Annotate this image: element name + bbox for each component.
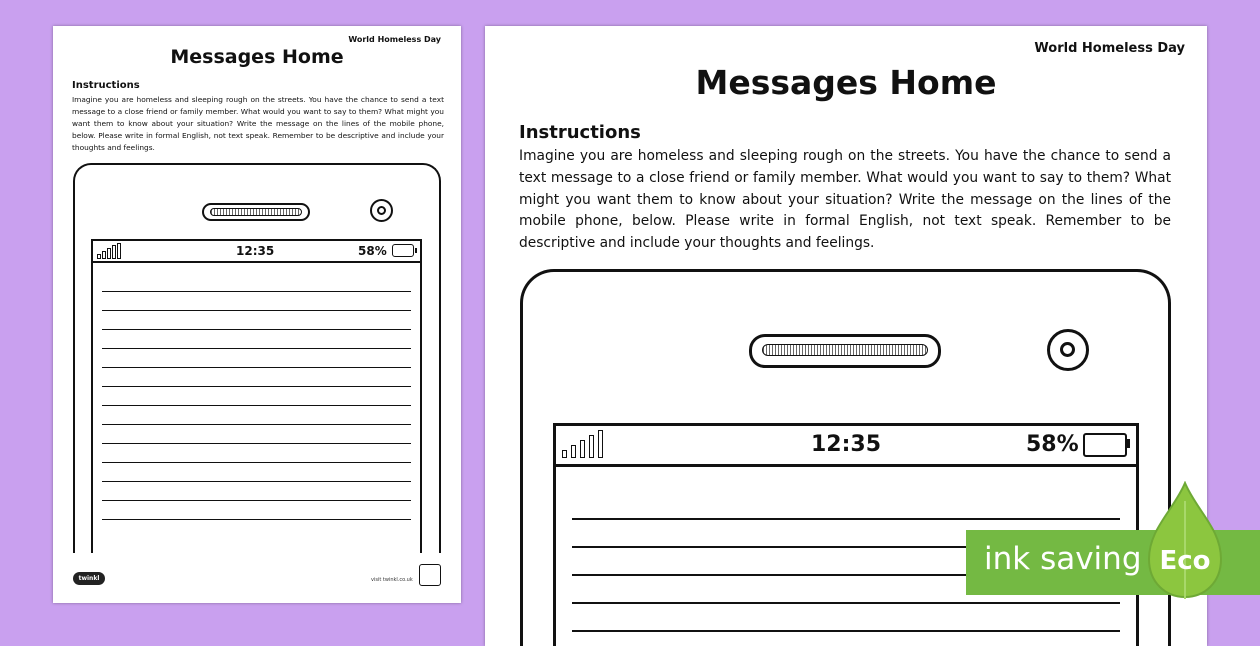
worksheet-preview-small[interactable]: [53, 26, 461, 603]
footer-badge-icon: [419, 564, 441, 586]
sheet-header: World Homeless Day: [1034, 41, 1185, 56]
eco-leaf-icon: [1147, 481, 1223, 601]
instructions-text: Imagine you are homeless and sleeping rough on the streets. You have the chance to send a text message to a close friend or family member. What would you want to say to them? What might you want them to know about your situation? Write the message on the lines of the mobile phone, below. Please write in formal English, not text speak. Remember to be descriptive and include your thoughts and feelings.: [72, 95, 444, 152]
phone-status-bar: [556, 426, 1136, 467]
instructions-heading: Instructions: [519, 122, 641, 143]
battery-icon: [392, 244, 414, 257]
phone-speaker: [202, 203, 310, 221]
signal-icon: [97, 245, 121, 259]
phone-time: 12:35: [236, 244, 275, 258]
phone-camera-icon: [370, 199, 393, 222]
phone-status-bar: [93, 241, 420, 263]
twinkl-logo: twinkl: [73, 572, 105, 585]
battery-percent: 58%: [358, 244, 387, 258]
phone-time: 12:35: [811, 432, 882, 457]
battery-icon: [1083, 433, 1127, 457]
eco-leaf-text: Eco: [1159, 546, 1211, 576]
signal-icon: [562, 432, 608, 458]
instructions-text: Imagine you are homeless and sleeping rough on the streets. You have the chance to send a text message to a close friend or family member. What would you want to say to them? What might you want them to know about your situation? Write the message on the lines of the mobile phone, below. Please write in formal English, not text speak. Remember to be descriptive and include your thoughts and feelings.: [519, 148, 1171, 252]
ink-saving-label: ink saving: [984, 541, 1142, 577]
sheet-title: Messages Home: [695, 63, 997, 102]
footer-url: visit twinkl.co.uk: [371, 577, 413, 583]
phone-screen: [91, 239, 422, 603]
phone-camera-icon: [1047, 329, 1089, 371]
phone-outline: [73, 163, 441, 603]
battery-percent: 58%: [1026, 432, 1079, 457]
sheet-title: Messages Home: [170, 46, 344, 68]
phone-speaker: [749, 334, 941, 368]
instructions-heading: Instructions: [72, 80, 140, 91]
sheet-header: World Homeless Day: [348, 35, 441, 44]
